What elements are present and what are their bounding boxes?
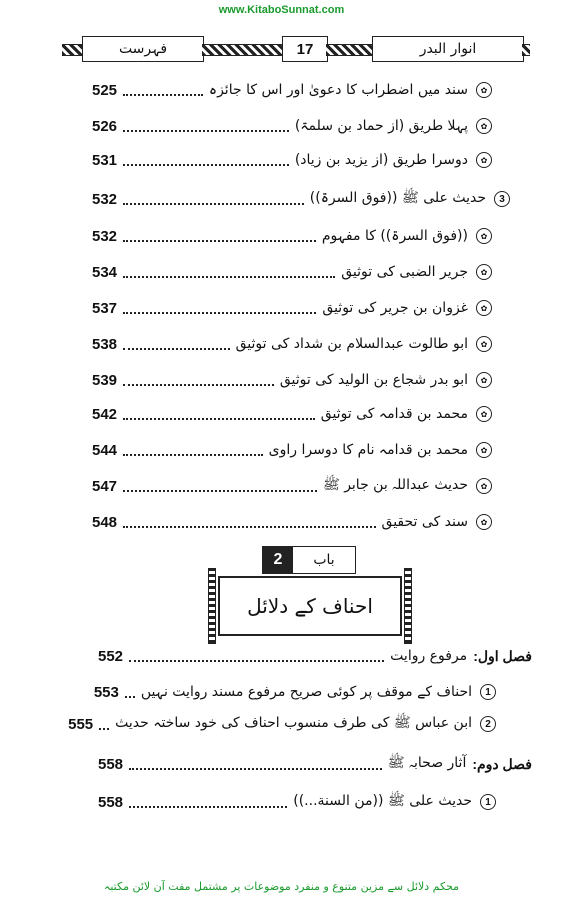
toc-entry[interactable] [92,474,492,498]
entry-text: سند میں اضطراب کا دعویٰ اور اس کا جائزہ [208,82,468,98]
toc-entry[interactable] [92,438,492,462]
rope-decoration [326,44,372,56]
leader-dots [125,686,135,698]
entry-page: 555 [68,715,94,733]
toc-entry[interactable] [98,644,532,668]
leader-dots [129,650,384,662]
flower-icon: ✿ [476,82,492,98]
entry-page: 539 [92,371,118,389]
number-marker: 2 [480,716,496,732]
entry-text: ((فوق السرۃ)) کا مفہوم [321,228,468,244]
entry-text: ابن عباس ﷺ کی طرف منسوب احناف کی خود ساختہ حدیث [115,715,472,731]
entry-page: 538 [92,335,118,353]
toc-entry[interactable] [92,78,492,102]
entry-text: جریر الضبی کی توثیق [341,264,468,280]
leader-dots [123,338,230,350]
site-url: www.KitaboSunnat.com [218,4,345,16]
entry-text: محمد بن قدامہ کی توثیق [320,406,468,422]
flower-icon: ✿ [476,118,492,134]
entry-text: ابو طالوت عبدالسلام بن شداد کی توثیق [235,336,468,352]
chapter-title-text: احناف کے دلائل [247,594,373,618]
leader-dots [123,374,274,386]
number-marker: 3 [494,191,510,207]
toc-entry[interactable] [92,296,492,320]
toc-entry[interactable] [93,680,496,704]
page-header-banner [62,34,530,64]
toc-entry[interactable] [68,712,496,736]
entry-text: حدیث علی ﷺ ((فوق السرۃ)) [309,190,486,206]
flower-icon: ✿ [476,372,492,388]
entry-page: 525 [92,81,118,99]
entry-page: 558 [98,755,124,773]
footer-text: محکم دلائل سے مزین متنوع و منفرد موضوعات پر مشتمل مفت آن لائن مکتبہ [103,880,460,893]
entry-page: 531 [92,151,118,169]
section-title: فہرست [82,36,204,62]
toc-entry[interactable] [92,368,492,392]
entry-page: 532 [92,227,118,245]
flower-icon: ✿ [476,152,492,168]
flower-icon: ✿ [476,264,492,280]
entry-text: ابو بدر شجاع بن الولید کی توثیق [279,372,468,388]
leader-dots [123,193,304,205]
entry-text: حدیث علی ﷺ ((من السنة...)) [293,793,472,809]
chapter-label: باب [293,547,355,573]
entry-page: 542 [92,405,118,423]
toc-entry[interactable] [98,790,496,814]
toc-entry[interactable] [98,752,532,776]
toc-entry[interactable] [92,260,492,284]
leader-dots [123,302,316,314]
number-marker: 1 [480,684,496,700]
toc-entry[interactable] [92,224,492,248]
chapter-title [218,576,402,636]
flower-icon: ✿ [476,442,492,458]
leader-dots [99,718,109,730]
leader-dots [123,120,289,132]
entry-page: 552 [98,647,124,665]
entry-page: 547 [92,477,118,495]
entry-page: 526 [92,117,118,135]
chapter-number: 2 [263,547,293,573]
entry-page: 553 [93,683,119,701]
entry-text: دوسرا طریق (از یزید بن زیاد) [294,152,468,168]
leader-dots [129,758,382,770]
leader-dots [123,84,203,96]
leader-dots [123,444,263,456]
page-number: 17 [282,36,328,62]
entry-text: سند کی تحقیق [381,514,468,530]
entry-page: 534 [92,263,118,281]
toc-entry[interactable] [92,332,492,356]
book-title: انوار البدر [372,36,524,62]
entry-page: 537 [92,299,118,317]
chapter-tab [262,546,356,574]
flower-icon: ✿ [476,478,492,494]
flower-icon: ✿ [476,300,492,316]
rope-decoration [522,44,530,56]
entry-text: پہلا طریق (از حماد بن سلمۃ) [294,118,468,134]
toc-entry[interactable] [92,187,510,211]
section-label: فصل اول: [473,647,532,664]
leader-dots [123,154,289,166]
toc-entry[interactable] [92,510,492,534]
leader-dots [123,266,335,278]
entry-text: احناف کے موقف پر کوئی صریح مرفوع مسند روایت نہیں [140,684,472,700]
entry-page: 548 [92,513,118,531]
entry-text: آثار صحابہ ﷺ [387,755,467,771]
leader-dots [123,230,316,242]
leader-dots [123,408,315,420]
entry-page: 558 [98,793,124,811]
rope-decoration [62,44,82,56]
toc-entry[interactable] [92,402,492,426]
entry-text: مرفوع روایت [390,648,468,664]
entry-text: غزوان بن جریر کی توثیق [322,300,468,316]
flower-icon: ✿ [476,336,492,352]
flower-icon: ✿ [476,406,492,422]
toc-entry[interactable] [92,114,492,138]
entry-page: 544 [92,441,118,459]
flower-icon: ✿ [476,514,492,530]
leader-dots [123,516,376,528]
number-marker: 1 [480,794,496,810]
section-label: فصل دوم: [472,755,532,772]
entry-text: حدیث عبداللہ بن جابر ﷺ [322,477,468,493]
rope-decoration [202,44,282,56]
entry-text: محمد بن قدامہ نام کا دوسرا راوی [268,442,468,458]
flower-icon: ✿ [476,228,492,244]
leader-dots [129,796,287,808]
leader-dots [123,480,317,492]
entry-page: 532 [92,190,118,208]
toc-entry[interactable] [92,148,492,172]
